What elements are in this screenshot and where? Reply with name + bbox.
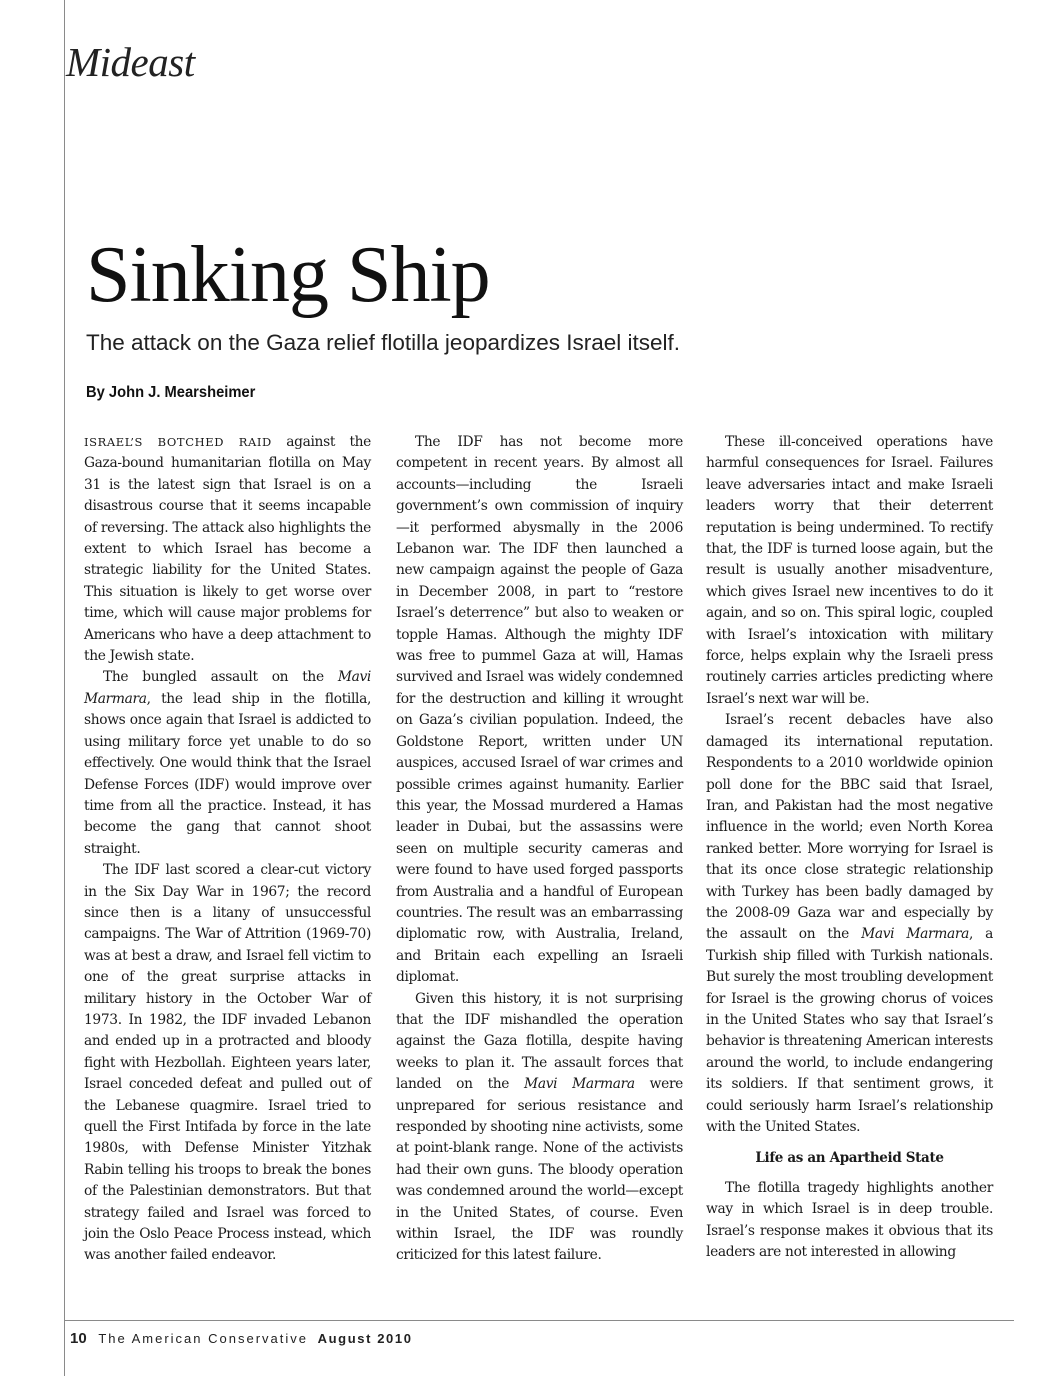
paragraph-text: Israel’s recent debacles have also damaged its international reputation. Respondents to a 2010 worldwide opinion poll done for the BBC said that Israel, Iran, and Pakistan had the most negative influence in the world; even North Korea ranked better. More worrying for Israel is that its once close strategic relationship with Turkey has been badly damaged by the 2008-09 Gaza war and especially by the assault on the: [706, 712, 993, 943]
article-column-2: [396, 432, 683, 1267]
left-margin-rule: [64, 0, 65, 1376]
paragraph: The flotilla tragedy highlights another way in which Israel is in deep trouble. Israel’s response makes it obvious that its leaders are not interested in allowing: [706, 1179, 993, 1261]
ship-name-italic: Mavi Marmara: [524, 1076, 635, 1093]
page-number: 10: [70, 1330, 87, 1347]
paragraph: These ill-conceived operations have harmful consequences for Israel. Failures leave adversaries intact and make Israeli leaders worry that their deterrent reputation is being undermined. To rectify that, the IDF is turned loose again, but the result is usually another misadventure, which gives Israel new incentives to do it again, and so on. This spiral logic, coupled with Israel’s intoxication with military force, helps explain why the Israeli press routinely carries articles predicting where Israel’s next war will be.: [706, 434, 993, 707]
section-subhead: Life as an Apartheid State: [755, 1150, 944, 1167]
paragraph-text: Given this history, it is not surprising that the IDF mishandled the operation against the Gaza flotilla, despite having weeks to plan it. The assault forces that landed on the: [396, 990, 683, 1093]
paragraph: [84, 432, 371, 667]
ship-name-italic: Mavi Marmara: [861, 926, 969, 943]
paragraph-text: were unprepared for serious resistance and responded by shooting nine activists, some at point-blank range. None of the activists had their own guns. The bloody operation was condemned around the world—except in the United States, of course. Even within Israel, the IDF was roundly criticized for this latest failure.: [396, 1076, 683, 1264]
ship-name-italic: Mavi Marmara: [84, 669, 371, 707]
paragraph-text: The bungled assault on the: [103, 669, 338, 686]
issue-date: August 2010: [317, 1331, 413, 1346]
page-footer: [70, 1330, 413, 1347]
article-column-1: [84, 432, 371, 1267]
article-column-3: [706, 432, 993, 1263]
paragraph-text: , the lead ship in the flotilla, shows once again that Israel is addicted to using military force yet unable to do so effectively. One would think that the Israel Defense Forces (IDF) would improve over time from all the practice. Instead, it has become the gang that cannot shoot straight.: [84, 690, 371, 857]
article-byline: By John J. Mearsheimer: [86, 384, 256, 401]
paragraph: The IDF has not become more competent in recent years. By almost all accounts—including the Israeli government’s own commission of inquiry—it performed abysmally in the 2006 Lebanon war. The IDF then launched a new campaign against the people of Gaza in December 2008, in part to “restore Israel’s deterrence” but also to weaken or topple Hamas. Although the mighty IDF was free to pummel Gaza at will, Hamas survived and Israel was widely condemned for the destruction and killing it wrought on Gaza’s civilian population. Indeed, the Goldstone Report, written under UN auspices, accused Israel of war crimes and possible crimes against humanity. Earlier this year, the Mossad murdered a Hamas leader in Dubai, but the assassins were seen on multiple security cameras and were found to have used forged passports from Australia and a handful of European countries. The result was an embarrassing diplomatic row, with Australia, Ireland, and Britain each expelling an Israeli diplomat.: [396, 434, 683, 986]
paragraph: [706, 710, 993, 1138]
magazine-name: The American Conservative: [98, 1331, 308, 1346]
paragraph: The IDF last scored a clear-cut victory in the Six Day War in 1967; the record since then is a litany of unsuccessful campaigns. The War of Attrition (1969-70) was at best a draw, and Israel fell victim to one of the great surprise attacks in military history in the October War of 1973. In 1982, the IDF invaded Lebanon and ended up in a protracted and bloody fight with Hezbollah. Eighteen years later, Israel conceded defeat and pulled out of the Lebanese quagmire. Israel tried to quell the First Intifada by force in the late 1980s, with Defense Minister Yitzhak Rabin telling his troops to break the bones of the Palestinian demonstrators. But that strategy failed and Israel was forced to join the Oslo Peace Process instead, which was another failed endeavor.: [84, 862, 371, 1264]
section-label: Mideast: [66, 39, 195, 85]
paragraph-text: against the Gaza-bound humanitarian flotilla on May 31 is the latest sign that Israel is on a disastrous course that it seems incapable of reversing. The attack also highlights the extent to which Israel has become a strategic liability for the United States. This situation is likely to get worse over time, which will cause major problems for Americans who have a deep attachment to the Jewish state.: [84, 434, 371, 665]
footer-rule: [64, 1320, 1014, 1321]
paragraph: [84, 667, 371, 860]
paragraph: [396, 989, 683, 1267]
article-headline: Sinking Ship: [86, 231, 490, 319]
lead-in-smallcaps: ISRAEL’S BOTCHED RAID: [84, 435, 272, 449]
paragraph-text: , a Turkish ship filled with Turkish nationals. But surely the most troubling development for Israel is the growing chorus of voices in the United States who say that Israel’s behavior is threatening American interests around the world, to include endangering its soldiers. If that sentiment grows, it could seriously harm Israel’s relationship with the United States.: [706, 926, 993, 1135]
article-dek: The attack on the Gaza relief flotilla jeopardizes Israel itself.: [86, 330, 681, 355]
